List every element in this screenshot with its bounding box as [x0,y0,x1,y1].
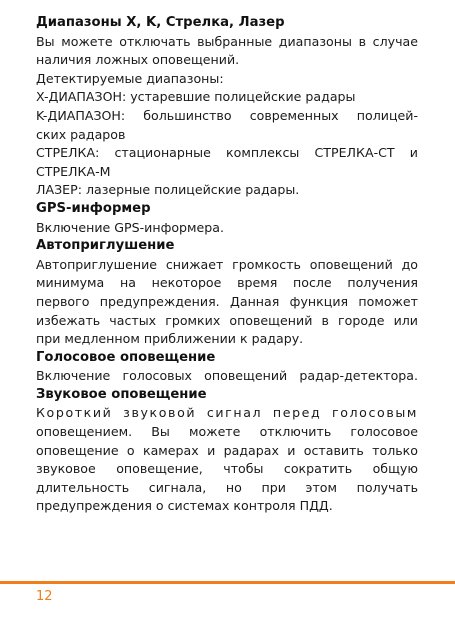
manual-page-body [36,14,418,516]
text-line: звуковое оповещение, чтобы сократить общую [36,461,418,477]
text-line: предупреждения о системах контроля ПДД. [36,498,333,514]
text-line: первого предупреждения. Данная функция поможет [36,293,418,309]
section-heading-auto-mute: Автоприглушение [36,238,175,254]
section-body-sound-alert [36,404,418,516]
section-heading-sound-alert: Звуковое оповещение [36,386,207,402]
section-body-bands [36,33,418,200]
text-line: наличия ложных оповещений. [36,52,240,68]
text-line: Детектируемые диапазоны: [36,70,224,86]
text-line: Включение GPS-информера. [36,219,224,235]
section-body-auto-mute [36,256,418,349]
section-heading-bands: Диапазоны X, K, Стрелка, Лазер [36,15,285,30]
text-line: Короткий звуковой сигнал перед голосовым [36,405,418,421]
text-line: Вы можете отключать выбранные диапазоны в случае [36,33,418,49]
section-heading-gps-informer: GPS-информер [36,200,151,216]
text-line: ских радаров [36,126,126,142]
text-line: длительность сигнала, но при этом получать [36,479,418,495]
footer-divider [0,581,455,584]
text-line: СТРЕЛКА: стационарные комплексы СТРЕЛКА-СТ и [36,145,418,161]
text-line: Включение голосовых оповещений радар-детектора. [36,368,418,384]
text-line: минимума на некоторое время после получения [36,275,418,291]
text-line: Автоприглушение снижает громкость оповещений до [36,256,418,272]
text-line: при медленном приближении к радару. [36,331,304,347]
page-number: 12 [36,589,53,604]
text-line: оповещение о камерах и радарах и оставить только [36,442,418,458]
text-line: X-ДИАПАЗОН: устаревшие полицейские радары [36,89,356,105]
text-line: избежать частых громких оповещений в городе или [36,312,418,328]
section-body-gps-informer [36,219,418,238]
text-line: оповещением. Вы можете отключить голосовое [36,424,418,440]
text-line: ЛАЗЕР: лазерные полицейские радары. [36,182,300,198]
section-heading-voice-alert: Голосовое оповещение [36,349,216,365]
text-line: K-ДИАПАЗОН: большинство современных полицей- [36,107,418,123]
section-body-voice-alert [36,367,418,386]
text-line: СТРЕЛКА-М [36,163,111,179]
